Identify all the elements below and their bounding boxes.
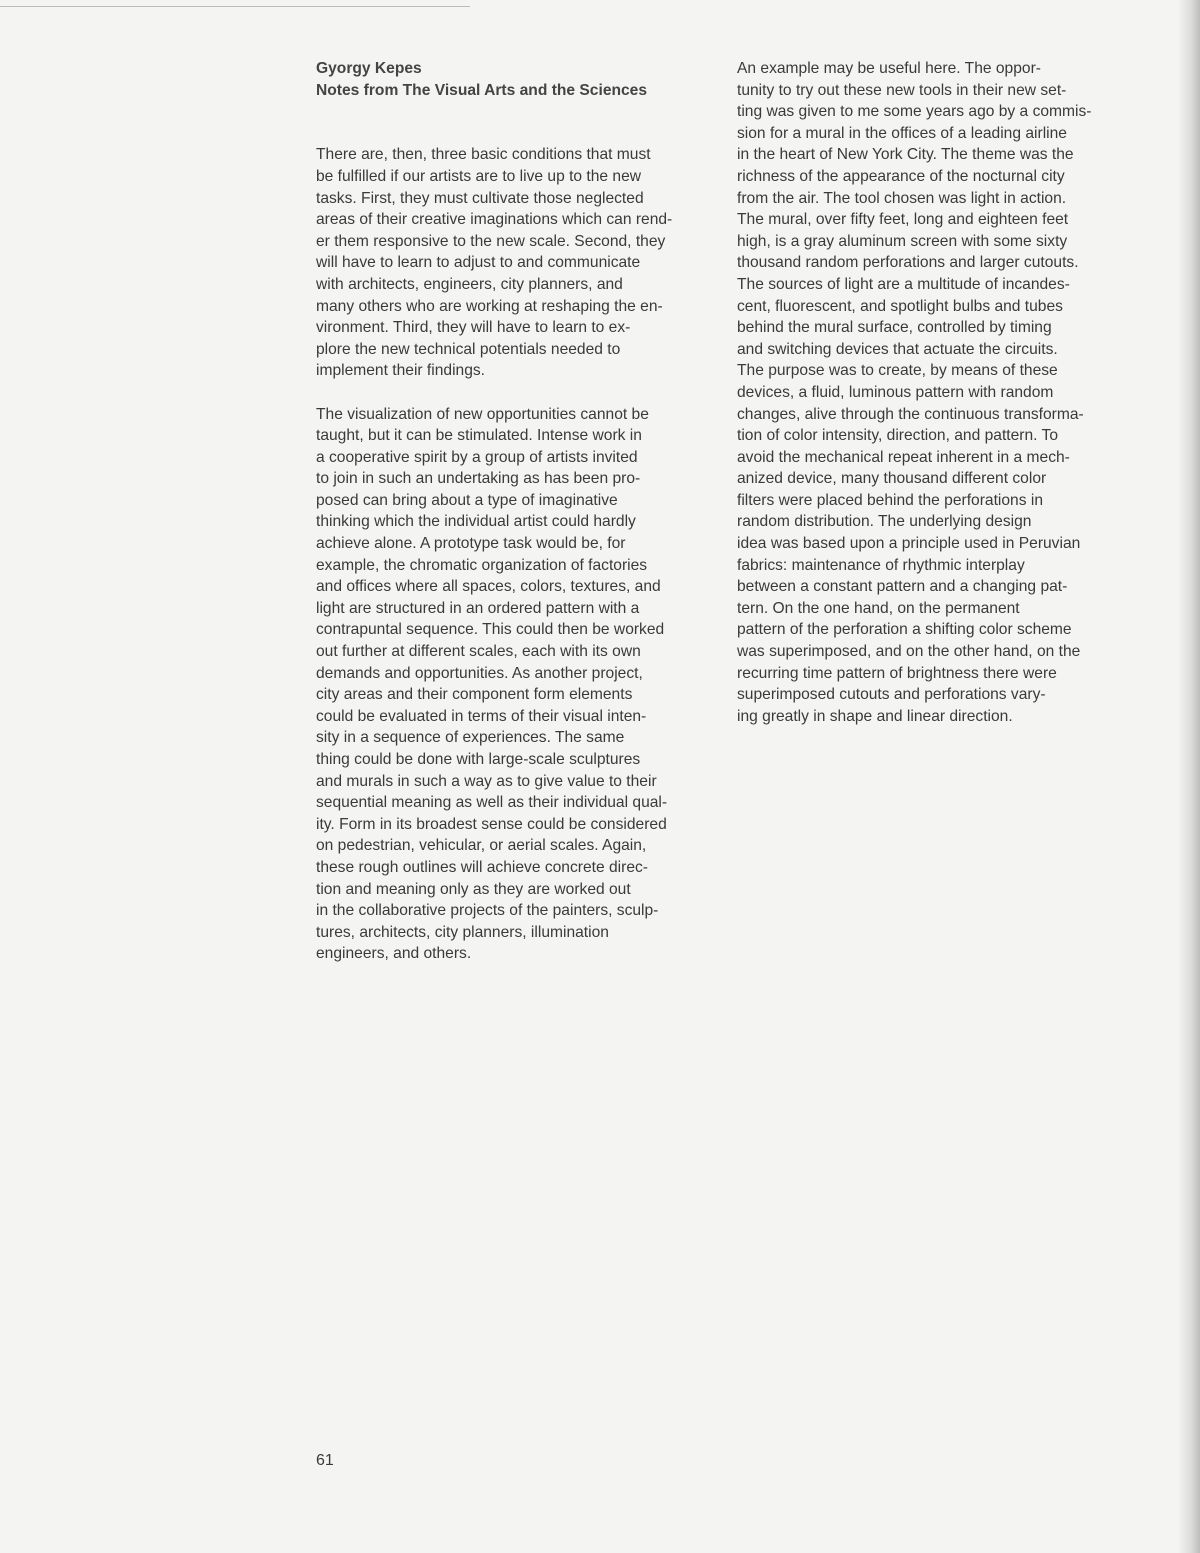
text-line: The purpose was to create, by means of these bbox=[737, 362, 1058, 380]
text-line: areas of their creative imaginations which can rend- bbox=[316, 211, 673, 229]
article-title: Notes from The Visual Arts and the Sciences bbox=[316, 81, 648, 99]
text-line: The visualization of new opportunities cannot be bbox=[316, 405, 649, 423]
text-line: The mural, over fifty feet, long and eighteen feet bbox=[737, 211, 1069, 229]
text-line: thousand random perforations and larger cutouts. bbox=[737, 254, 1079, 272]
text-line: was superimposed, and on the other hand, on the bbox=[737, 643, 1081, 661]
text-line: superimposed cutouts and perforations vary- bbox=[737, 686, 1046, 704]
page-number: 61 bbox=[316, 1452, 334, 1469]
text-line: sion for a mural in the offices of a leading airline bbox=[737, 124, 1067, 142]
text-line: tern. On the one hand, on the permanent bbox=[737, 599, 1020, 617]
text-line: posed can bring about a type of imaginative bbox=[316, 491, 618, 509]
text-line: to join in such an undertaking as has been pro- bbox=[316, 470, 641, 488]
text-line: example, the chromatic organization of factories bbox=[316, 556, 648, 574]
text-line: ting was given to me some years ago by a commis- bbox=[737, 103, 1092, 121]
text-line: in the heart of New York City. The theme was the bbox=[737, 146, 1074, 164]
text-line: thing could be done with large-scale sculptures bbox=[316, 751, 641, 768]
text-line: richness of the appearance of the nocturnal city bbox=[737, 167, 1065, 185]
text-line: anized device, many thousand different color bbox=[737, 470, 1047, 488]
text-line: a cooperative spirit by a group of artists invited bbox=[316, 448, 638, 466]
text-line: idea was based upon a principle used in Peruvian bbox=[737, 535, 1081, 553]
left-column bbox=[316, 58, 726, 965]
text-line: could be evaluated in terms of their visual inten- bbox=[316, 707, 647, 725]
text-line: tunity to try out these new tools in their new set- bbox=[737, 81, 1067, 99]
text-line: will have to learn to adjust to and communicate bbox=[316, 254, 641, 272]
text-line: implement their findings. bbox=[316, 362, 486, 380]
text-line: The sources of light are a multitude of incandes- bbox=[737, 275, 1070, 293]
text-line: these rough outlines will achieve concrete direc- bbox=[316, 858, 648, 876]
text-line: cent, fluorescent, and spotlight bulbs and tubes bbox=[737, 297, 1063, 315]
text-line: vironment. Third, they will have to learn to ex- bbox=[316, 319, 631, 337]
text-line: sequential meaning as well as their individual qual- bbox=[316, 794, 668, 812]
text-line: achieve alone. A prototype task would be, for bbox=[316, 535, 626, 553]
text-line: on pedestrian, vehicular, or aerial scales. Again, bbox=[316, 837, 647, 855]
text-line: in the collaborative projects of the painters, sculp- bbox=[316, 902, 659, 920]
text-line: tion of color intensity, direction, and pattern. To bbox=[737, 427, 1059, 445]
text-line: and offices where all spaces, colors, textures, and bbox=[316, 578, 661, 596]
text-line: avoid the mechanical repeat inherent in a mech- bbox=[737, 448, 1070, 466]
text-line: out further at different scales, each with its own bbox=[316, 643, 641, 661]
text-line: taught, but it can be stimulated. Intense work in bbox=[316, 427, 642, 445]
author-name: Gyorgy Kepes bbox=[316, 60, 422, 77]
text-line: and murals in such a way as to give value to their bbox=[316, 772, 657, 790]
text-line: er them responsive to the new scale. Second, they bbox=[316, 232, 666, 250]
text-line: engineers, and others. bbox=[316, 945, 472, 963]
text-line: city areas and their component form elements bbox=[316, 686, 633, 704]
scan-edge-line bbox=[0, 6, 470, 7]
text-line: random distribution. The underlying design bbox=[737, 513, 1032, 531]
text-line: filters were placed behind the perforations in bbox=[737, 491, 1043, 509]
text-line: between a constant pattern and a changing pat- bbox=[737, 578, 1068, 596]
text-line: behind the mural surface, controlled by timing bbox=[737, 319, 1052, 337]
text-line: demands and opportunities. As another project, bbox=[316, 664, 643, 682]
text-line: fabrics: maintenance of rhythmic interplay bbox=[737, 556, 1025, 574]
text-line: changes, alive through the continuous transforma- bbox=[737, 405, 1084, 423]
text-line: An example may be useful here. The oppor- bbox=[737, 60, 1041, 77]
text-line: light are structured in an ordered pattern with a bbox=[316, 599, 640, 617]
text-line: with architects, engineers, city planners, and bbox=[316, 275, 623, 293]
left-paragraph-1 bbox=[316, 144, 726, 382]
text-line: ity. Form in its broadest sense could be considered bbox=[316, 815, 667, 833]
text-line: tion and meaning only as they are worked out bbox=[316, 880, 631, 898]
page-binding-shadow bbox=[1178, 0, 1200, 1553]
text-line: contrapuntal sequence. This could then be worked bbox=[316, 621, 665, 639]
text-line: ing greatly in shape and linear direction. bbox=[737, 707, 1013, 725]
text-line: pattern of the perforation a shifting color scheme bbox=[737, 621, 1072, 639]
text-line: tures, architects, city planners, illumination bbox=[316, 923, 609, 941]
text-line: tasks. First, they must cultivate those neglected bbox=[316, 189, 644, 207]
text-line: many others who are working at reshaping the en- bbox=[316, 297, 663, 315]
text-line: from the air. The tool chosen was light in action. bbox=[737, 189, 1067, 207]
text-line: thinking which the individual artist could hardly bbox=[316, 513, 636, 531]
text-line: plore the new technical potentials needed to bbox=[316, 340, 621, 358]
text-line: sity in a sequence of experiences. The same bbox=[316, 729, 625, 747]
text-line: and switching devices that actuate the circuits. bbox=[737, 340, 1058, 358]
right-column bbox=[737, 58, 1147, 727]
text-line: devices, a fluid, luminous pattern with random bbox=[737, 383, 1054, 401]
text-line: high, is a gray aluminum screen with some sixty bbox=[737, 232, 1068, 250]
text-line: be fulfilled if our artists are to live up to the new bbox=[316, 167, 642, 185]
left-paragraph-2 bbox=[316, 404, 726, 965]
right-paragraph-1 bbox=[737, 58, 1147, 727]
text-line: recurring time pattern of brightness there were bbox=[737, 664, 1057, 682]
text-line: There are, then, three basic conditions that must bbox=[316, 146, 651, 164]
